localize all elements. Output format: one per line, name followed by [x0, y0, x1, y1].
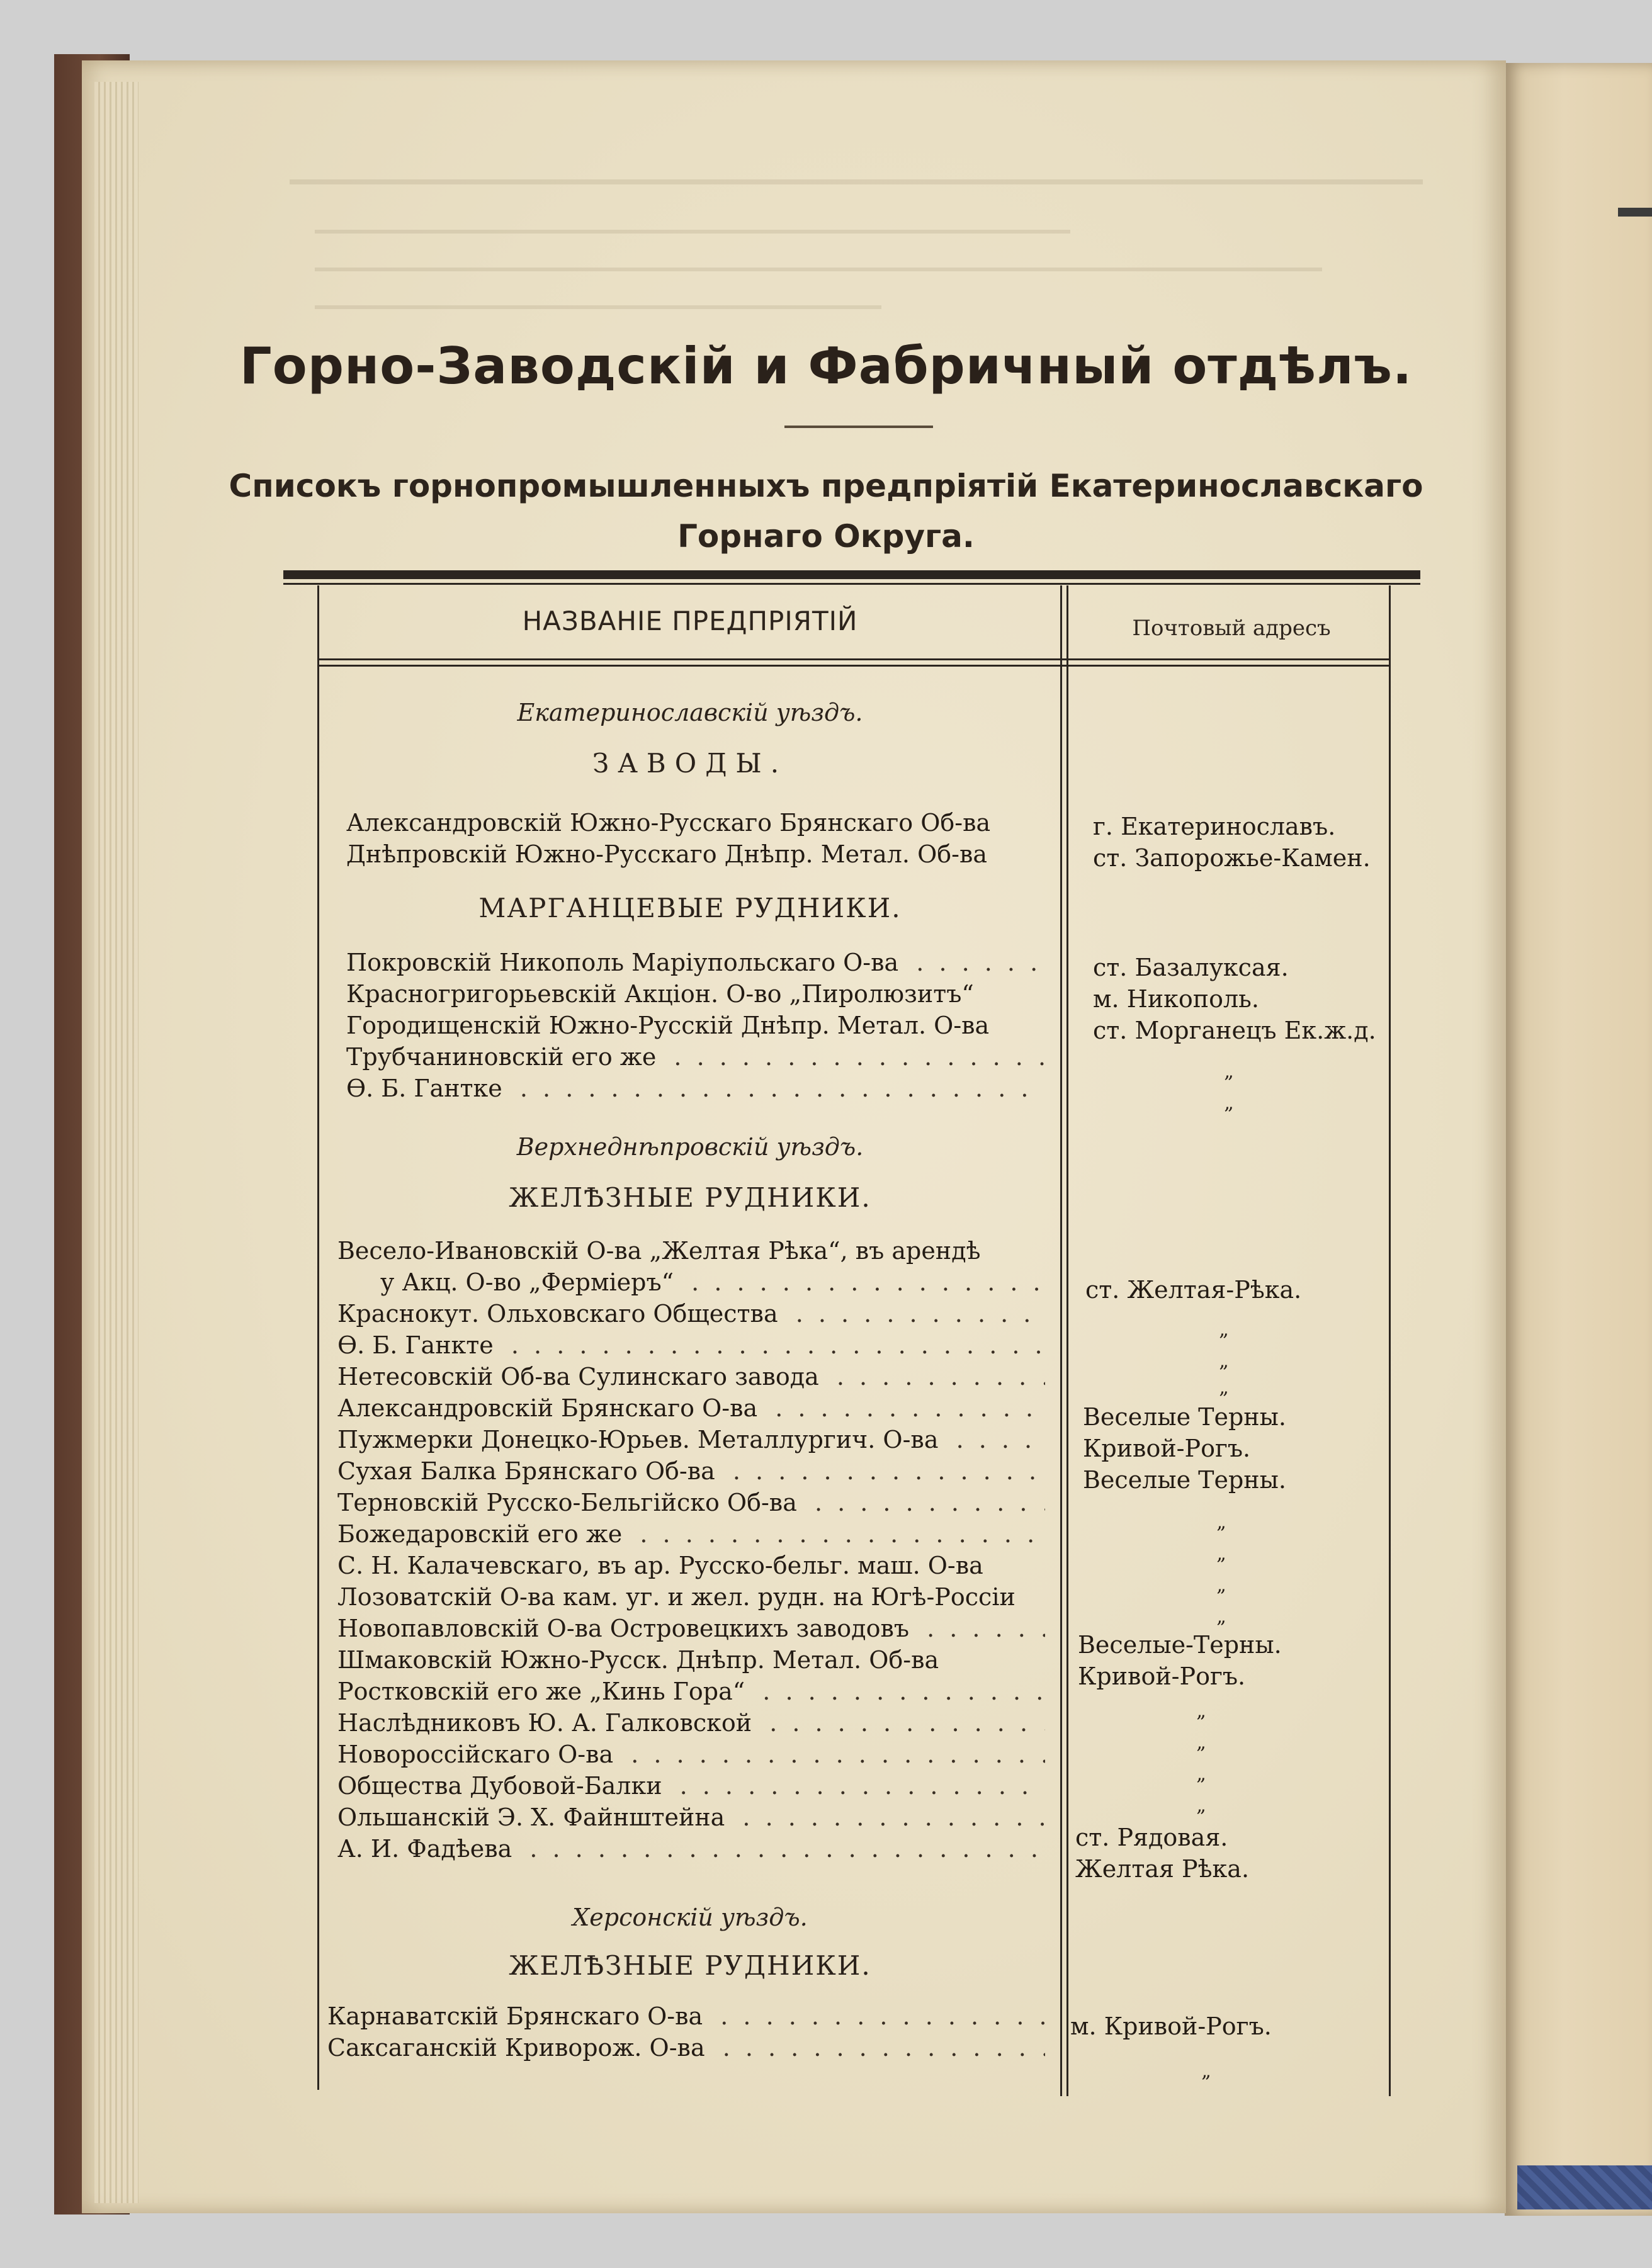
list-item: Шмаковскій Южно-Русск. Днѣпр. Метал. Об-ва	[337, 1646, 939, 1674]
list-item	[337, 1488, 1045, 1517]
table-top-rule-thin	[283, 583, 1420, 585]
entry-name: Ольшанскій Э. Х. Файнштейна	[337, 1803, 725, 1831]
address-cell: м. Кривой-Рогъ.	[1070, 2012, 1272, 2040]
section-heading: ЖЕЛѢЗНЫЕ РУДНИКИ.	[509, 1182, 871, 1213]
list-item: С. Н. Калачевскаго, въ ар. Русско-бельг. маш. О-ва	[337, 1552, 983, 1579]
entry-name: Божедаровскій его же	[337, 1520, 623, 1548]
entry-name: Трубчаниновскій его же	[346, 1043, 657, 1071]
uezd-heading: Херсонскій уѣздъ.	[572, 1904, 808, 1931]
entry-name: А. И. Фадѣева	[337, 1835, 512, 1863]
entry-name: Терновскій Русско-Бельгійско Об-ва	[337, 1489, 797, 1516]
ditto-mark: „	[1224, 1061, 1234, 1083]
list-item	[327, 2033, 1045, 2062]
header-rule	[319, 658, 1389, 660]
list-item	[337, 1708, 1045, 1737]
list-item	[346, 1074, 1045, 1103]
list-item	[337, 1394, 1045, 1423]
ditto-mark: „	[1216, 1511, 1226, 1533]
subtitle-line-2: Горнаго Округа.	[677, 518, 975, 555]
address-cell: ст. Запорожье-Камен.	[1093, 844, 1371, 872]
ditto-mark: „	[1216, 1574, 1226, 1596]
page-edges	[94, 82, 139, 2203]
section-heading: ЖЕЛѢЗНЫЕ РУДНИКИ.	[509, 1950, 871, 1981]
address-cell: Желтая Рѣка.	[1075, 1855, 1250, 1883]
page-title: Горно-Заводскій и Фабричный отдѣлъ.	[239, 337, 1413, 395]
entry-name: Александровскій Брянскаго О-ва	[337, 1394, 758, 1422]
address-cell: ст. Базалуксая.	[1093, 954, 1289, 981]
entry-name: Ростковскій его же „Кинь Гора“	[337, 1678, 745, 1705]
entry-name: Краснокут. Ольховскаго Общества	[337, 1300, 778, 1328]
entry-name: Новопавловскій О-ва Островецкихъ заводовъ	[337, 1615, 910, 1642]
address-cell: ст. Желтая-Рѣка.	[1085, 1276, 1302, 1304]
list-item	[337, 1299, 1045, 1328]
ditto-mark: „	[1219, 1350, 1229, 1372]
entry-name: Нетесовскій Об-ва Сулинскаго завода	[337, 1363, 819, 1391]
ditto-mark: „	[1196, 1763, 1206, 1785]
section-heading: МАРГАНЦЕВЫЕ РУДНИКИ.	[478, 893, 902, 923]
list-item: Александровскій Южно-Русскаго Брянскаго Об-ва	[346, 809, 991, 837]
address-cell: ст. Рядовая.	[1075, 1824, 1228, 1851]
ditto-mark: „	[1216, 1543, 1226, 1565]
list-item	[327, 2002, 1045, 2031]
list-item	[337, 1677, 1045, 1706]
address-cell: Кривой-Рогъ.	[1078, 1662, 1246, 1690]
ditto-mark: „	[1196, 1795, 1206, 1817]
table-top-rule	[283, 570, 1420, 579]
header-rule-double	[319, 665, 1389, 667]
page-subtitle	[0, 461, 1652, 561]
address-cell: Веселые Терны.	[1083, 1466, 1286, 1494]
list-item	[337, 1803, 1045, 1832]
entry-name: Ѳ. Б. Гантке	[346, 1075, 502, 1102]
section-heading: ЗАВОДЫ.	[592, 748, 788, 779]
entry-name: Новороссійскаго О-ва	[337, 1740, 614, 1768]
address-cell: Веселые-Терны.	[1078, 1631, 1282, 1659]
entry-name: у Акц. О-во „Ферміеръ“	[380, 1268, 674, 1296]
bleed-through-text	[290, 179, 1435, 324]
title-divider	[784, 426, 933, 428]
entry-name: Ѳ. Б. Ганкте	[337, 1331, 494, 1359]
list-item: Днѣпровскій Южно-Русскаго Днѣпр. Метал. Об-ва	[346, 840, 988, 868]
entry-name: Сухая Балка Брянскаго Об-ва	[337, 1457, 715, 1485]
entry-name: Пужмерки Донецко-Юрьев. Металлургич. О-ва	[337, 1426, 939, 1453]
entry-name: Наслѣдниковъ Ю. А. Галковской	[337, 1709, 752, 1737]
address-cell: м. Никополь.	[1093, 985, 1259, 1013]
entry-name: Карнаватскій Брянскаго О-ва	[327, 2002, 703, 2030]
ditto-mark: „	[1201, 2060, 1211, 2082]
list-item	[337, 1520, 1045, 1549]
list-item	[337, 1331, 1045, 1360]
ditto-mark: „	[1219, 1319, 1229, 1341]
entry-name: Покровскій Никополь Маріупольскаго О-ва	[346, 949, 899, 976]
list-item	[346, 948, 1045, 977]
address-cell: г. Екатеринославъ.	[1093, 813, 1336, 840]
list-item	[337, 1425, 1045, 1454]
list-item	[337, 1457, 1045, 1486]
uezd-heading: Екатеринославскій уѣздъ.	[517, 699, 863, 726]
table-left-border	[317, 585, 319, 2090]
ditto-mark: „	[1196, 1732, 1206, 1754]
entry-name: Общества Дубовой-Балки	[337, 1772, 662, 1800]
address-cell: Веселые Терны.	[1083, 1403, 1286, 1431]
table-right-border	[1389, 585, 1391, 2096]
list-item: Лозоватскій О-ва кам. уг. и жел. рудн. на Югѣ-Россіи	[337, 1583, 1016, 1611]
ditto-mark: „	[1224, 1092, 1234, 1114]
list-item: Городищенскій Южно-Русскій Днѣпр. Метал. О-ва	[346, 1012, 990, 1039]
address-cell: ст. Морганецъ Ек.ж.д.	[1093, 1017, 1376, 1044]
ditto-mark: „	[1216, 1606, 1226, 1628]
entry-name: Саксаганскій Криворож. О-ва	[327, 2034, 705, 2062]
ditto-mark: „	[1219, 1377, 1229, 1399]
list-item	[380, 1268, 1045, 1297]
list-item	[337, 1614, 1045, 1643]
list-item	[346, 1042, 1045, 1071]
header-address-column: Почтовый адресъ	[1132, 616, 1331, 641]
list-item	[337, 1771, 1045, 1800]
uezd-heading: Верхнеднѣпровскій уѣздъ.	[516, 1133, 864, 1161]
ditto-mark: „	[1196, 1700, 1206, 1722]
address-cell: Кривой-Рогъ.	[1083, 1435, 1251, 1462]
column-divider-double	[1066, 585, 1068, 2096]
list-item: Весело-Ивановскій О-ва „Желтая Рѣка“, въ арендѣ	[337, 1237, 981, 1265]
facing-page-mark	[1618, 208, 1652, 217]
column-divider	[1060, 585, 1062, 2096]
list-item	[337, 1740, 1045, 1769]
facing-page-stamp	[1517, 2165, 1652, 2209]
subtitle-line-1: Списокъ горнопромышленныхъ предпріятій Екатеринославскаго	[229, 468, 1423, 504]
list-item	[337, 1362, 1045, 1391]
header-name-column: НАЗВАНІЕ ПРЕДПРІЯТІЙ	[522, 606, 858, 636]
list-item	[337, 1834, 1045, 1863]
list-item: Красногригорьевскій Акціон. О-во „Пиролюзитъ“	[346, 980, 974, 1008]
